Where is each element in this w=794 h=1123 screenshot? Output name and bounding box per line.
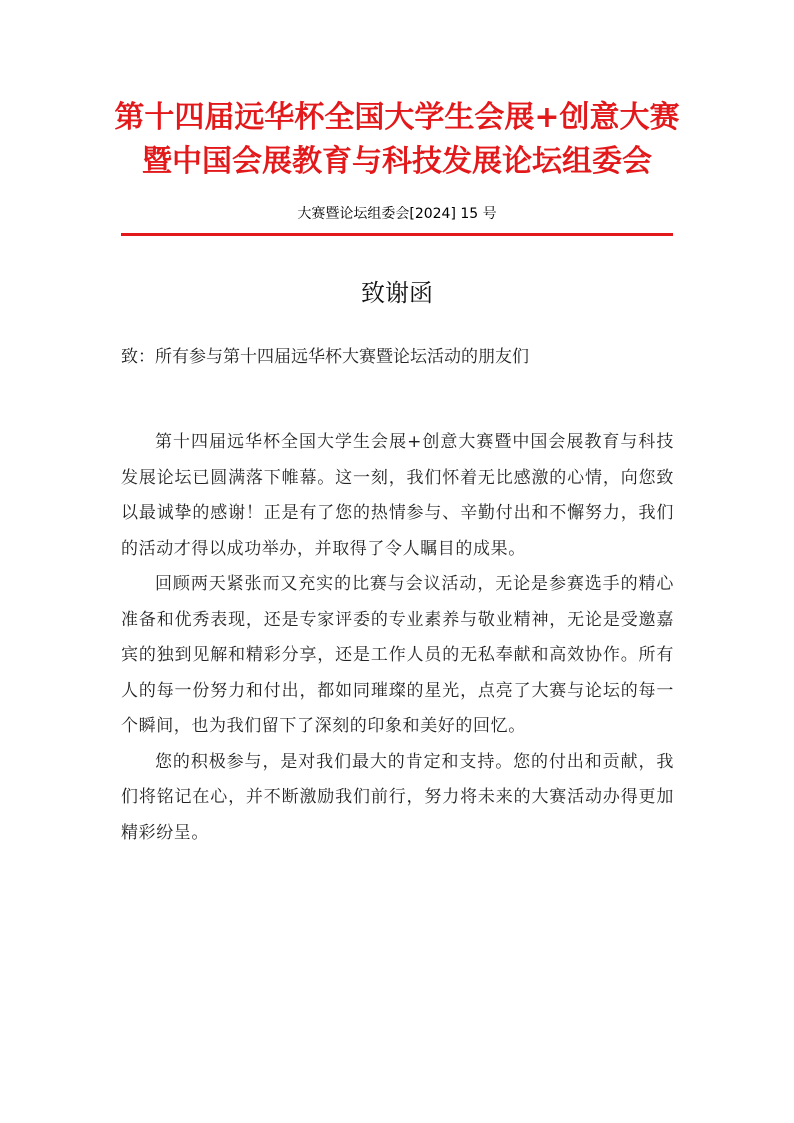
letter-body [121,425,674,851]
body-paragraph-2: 回顾两天紧张而又充实的比赛与会议活动，无论是参赛选手的精心准备和优秀表现，还是专家评委的专业素养与敬业精神，无论是受邀嘉宾的独到见解和精彩分享，还是工作人员的无私奉献和高效协作。所有人的每一份努力和付出，都如同璀璨的星光，点亮了大赛与论坛的每一个瞬间，也为我们留下了深刻的印象和美好的回忆。 [121,574,674,736]
header-divider [121,233,673,236]
header-title-line-2: 暨中国会展教育与科技发展论坛组委会 [142,144,652,179]
body-paragraph-3: 您的积极参与，是对我们最大的肯定和支持。您的付出和贡献，我们将铭记在心，并不断激励我们前行，努力将未来的大赛活动办得更加精彩纷呈。 [121,751,674,843]
header-title-line-1: 第十四届远华杯全国大学生会展+创意大赛 [114,100,680,135]
salutation: 致：所有参与第十四届远华杯大赛暨论坛活动的朋友们 [121,347,529,367]
letter-title: 致谢函 [361,279,433,307]
document-number: 大赛暨论坛组委会[2024] 15 号 [297,206,497,222]
body-paragraph-1: 第十四届远华杯全国大学生会展+创意大赛暨中国会展教育与科技发展论坛已圆满落下帷幕。这一刻，我们怀着无比感激的心情，向您致以最诚挚的感谢！正是有了您的热情参与、辛勤付出和不懈努力，我们的活动才得以成功举办，并取得了令人瞩目的成果。 [121,432,674,559]
